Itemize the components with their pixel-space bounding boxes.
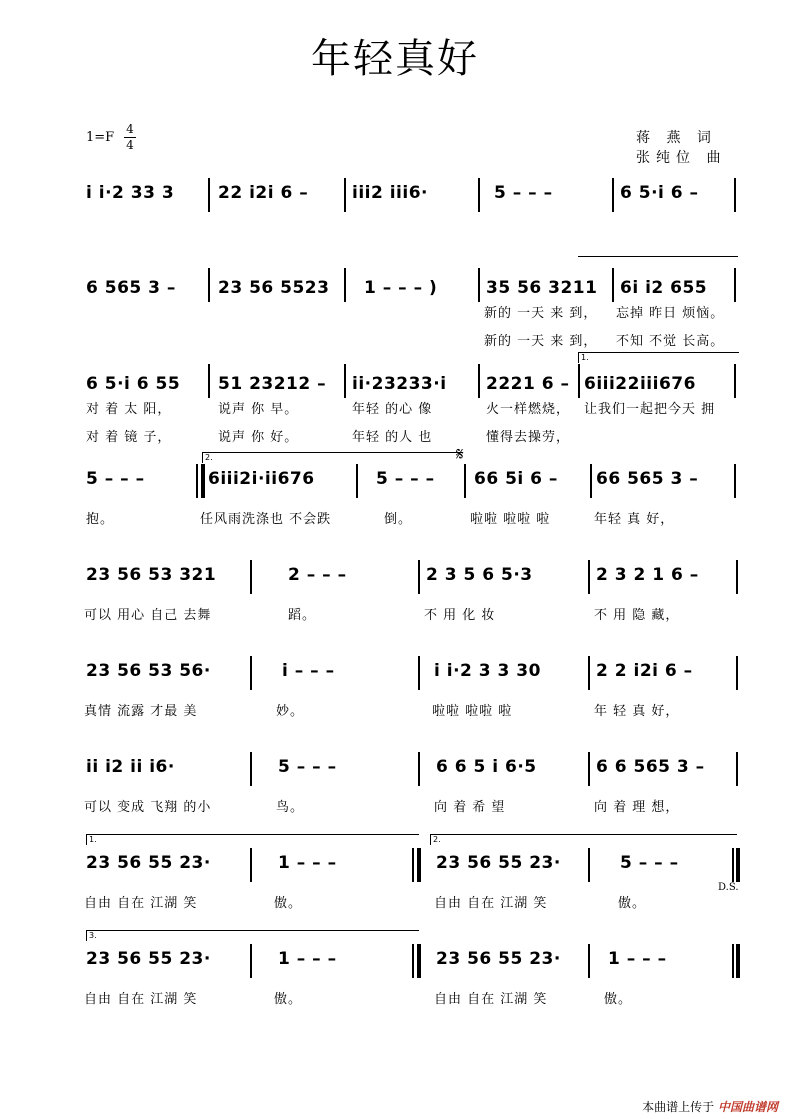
- final-barline: [736, 848, 740, 882]
- measure-notes: 6 6 5 i 6·5: [436, 757, 537, 777]
- measure-notes: i i·2 33 3: [86, 183, 175, 203]
- score-row-7: [0, 752, 790, 842]
- lyric-line-2: 年轻 的人 也: [352, 430, 433, 445]
- repeat-barline: [736, 944, 740, 978]
- lyric-line-1: 傲。: [618, 896, 647, 911]
- measure-notes: 1 – – –: [278, 853, 337, 873]
- lyric-line-1: 蹈。: [288, 608, 317, 623]
- barline: [588, 560, 590, 594]
- lyric-line-1: 自由 自在 江湖 笑: [434, 896, 548, 911]
- volta-bracket: [86, 834, 419, 845]
- lyric-line-1: 对 着 太 阳，: [86, 402, 172, 417]
- time-signature-top: 4: [126, 122, 134, 136]
- volta-label: 2.: [433, 835, 441, 844]
- barline: [208, 178, 210, 212]
- barline: [478, 178, 480, 212]
- barline: [588, 752, 590, 786]
- measure-notes: i i·2 3 3 30: [434, 661, 541, 681]
- barline: [588, 848, 590, 882]
- measure-notes: ii i2 ii i6·: [86, 757, 175, 777]
- barline: [250, 656, 252, 690]
- measure-notes: 35 56 3211: [486, 278, 598, 298]
- barline: [736, 656, 738, 690]
- measure-notes: 6iii22iii676: [584, 374, 696, 394]
- measure-notes: 6iii2i·ii676: [208, 469, 315, 489]
- volta-bracket: [202, 452, 463, 463]
- lyric-line-1: 傲。: [274, 992, 303, 1007]
- lyric-line-1: 火一样燃烧，: [486, 402, 571, 417]
- barline: [734, 364, 736, 398]
- barline: [734, 268, 736, 302]
- measure-notes: 2221 6 –: [486, 374, 570, 394]
- measure-notes: 6i i2 655: [620, 278, 708, 298]
- measure-notes: iii2 iii6·: [352, 183, 428, 203]
- lyric-line-2: 懂得去操劳，: [486, 430, 571, 445]
- volta-label: 2.: [205, 453, 213, 462]
- measure-notes: 66 5i 6 –: [474, 469, 558, 489]
- barline: [418, 752, 420, 786]
- lyric-line-2: 不知 不觉 长高。: [616, 334, 725, 349]
- lyric-line-1: 不 用 隐 藏，: [594, 608, 680, 623]
- measure-notes: 5 – – –: [494, 183, 553, 203]
- measure-notes: 5 – – –: [376, 469, 435, 489]
- lyric-line-1: 啦啦 啦啦 啦: [470, 512, 551, 527]
- barline: [250, 944, 252, 978]
- barline: [578, 364, 580, 398]
- lyric-line-1: 说声 你 早。: [218, 402, 299, 417]
- measure-notes: 23 56 55 23·: [436, 853, 561, 873]
- barline: [612, 178, 614, 212]
- measure-notes: 2 – – –: [288, 565, 347, 585]
- barline: [412, 944, 414, 978]
- barline: [736, 752, 738, 786]
- lyric-line-1: 向 着 理 想，: [594, 800, 680, 815]
- barline: [344, 178, 346, 212]
- score-row-3: [0, 353, 790, 454]
- barline: [734, 464, 736, 498]
- barline: [412, 848, 414, 882]
- repeat-barline: [201, 464, 205, 498]
- measure-notes: 51 23212 –: [218, 374, 327, 394]
- measure-notes: 66 565 3 –: [596, 469, 699, 489]
- lyric-line-1: 啦啦 啦啦 啦: [432, 704, 513, 719]
- barline: [732, 944, 734, 978]
- barline: [208, 364, 210, 398]
- lyric-line-1: 抱。: [86, 512, 115, 527]
- lyric-line-1: 自由 自在 江湖 笑: [84, 896, 198, 911]
- barline: [356, 464, 358, 498]
- lyric-line-1: 年 轻 真 好，: [594, 704, 680, 719]
- measure-notes: 5 – – –: [278, 757, 337, 777]
- score-row-9: [0, 931, 790, 1034]
- measure-notes: 1 – – –: [608, 949, 667, 969]
- measure-notes: 2 3 5 6 5·3: [426, 565, 533, 585]
- volta-bracket: [430, 834, 737, 845]
- barline: [588, 656, 590, 690]
- measure-notes: 22 i2i 6 –: [218, 183, 309, 203]
- volta-bracket: [86, 930, 419, 941]
- volta-label: 1.: [89, 835, 97, 844]
- score-row-6: [0, 656, 790, 746]
- footer-credit: [642, 1098, 778, 1115]
- lyricist-credit: 蒋 燕 词: [636, 130, 717, 146]
- phrase-bracket: [578, 256, 738, 267]
- lyric-line-1: 向 着 希 望: [434, 800, 506, 815]
- lyric-line-1: 年轻 真 好，: [594, 512, 675, 527]
- lyric-line-2: 说声 你 好。: [218, 430, 299, 445]
- measure-notes: 6 6 565 3 –: [596, 757, 705, 777]
- lyric-line-1: 倒。: [384, 512, 413, 527]
- measure-notes: 6 5·i 6 55: [86, 374, 181, 394]
- measure-notes: 6 565 3 –: [86, 278, 176, 298]
- dal-segno-mark: D.S.: [718, 882, 739, 893]
- lyric-line-1: 任风雨洗涤也 不会跌: [200, 512, 332, 527]
- lyric-line-1: 自由 自在 江湖 笑: [434, 992, 548, 1007]
- lyric-line-1: 傲。: [274, 896, 303, 911]
- barline: [250, 848, 252, 882]
- barline: [590, 464, 592, 498]
- time-signature-bottom: 4: [124, 137, 136, 153]
- barline: [344, 364, 346, 398]
- barline: [734, 178, 736, 212]
- lyric-line-1: 鸟。: [276, 800, 305, 815]
- score-row-2: [0, 268, 790, 358]
- barline: [344, 268, 346, 302]
- score-row-1: [0, 178, 790, 268]
- lyric-line-1: 可以 变成 飞翔 的小: [84, 800, 212, 815]
- barline: [250, 560, 252, 594]
- lyric-line-1: 妙。: [276, 704, 305, 719]
- volta-label: 3.: [89, 931, 97, 940]
- measure-notes: 5 – – –: [620, 853, 679, 873]
- barline: [208, 268, 210, 302]
- lyric-line-1: 傲。: [604, 992, 633, 1007]
- barline: [732, 848, 734, 882]
- measure-notes: 5 – – –: [86, 469, 145, 489]
- score-row-8: [0, 835, 790, 938]
- lyric-line-1: 让我们一起把今天 拥: [584, 402, 716, 417]
- measure-notes: 23 56 53 56·: [86, 661, 211, 681]
- lyric-line-1: 自由 自在 江湖 笑: [84, 992, 198, 1007]
- time-signature: [124, 122, 136, 153]
- score-row-4: [0, 444, 790, 554]
- measure-notes: 2 2 i2i 6 –: [596, 661, 693, 681]
- lyric-line-2: 新的 一天 来 到，: [484, 334, 598, 349]
- lyric-line-1: 不 用 化 妆: [424, 608, 496, 623]
- key-signature: 1=F: [86, 130, 115, 145]
- measure-notes: 1 – – – ): [364, 278, 438, 298]
- measure-notes: 1 – – –: [278, 949, 337, 969]
- footer-brand[interactable]: 中国曲谱网: [717, 1100, 778, 1114]
- barline: [588, 944, 590, 978]
- lyric-line-1: 新的 一天 来 到，: [484, 306, 598, 321]
- volta-bracket: [578, 352, 739, 363]
- lyric-line-1: 可以 用心 自己 去舞: [84, 608, 212, 623]
- measure-notes: 23 56 55 23·: [86, 949, 211, 969]
- song-title: 年轻真好: [311, 36, 479, 82]
- segno-sign: 𝄋: [456, 444, 464, 465]
- volta-label: 1.: [581, 353, 589, 362]
- composer-credit: 张纯位 曲: [636, 150, 727, 166]
- measure-notes: 23 56 55 23·: [86, 853, 211, 873]
- score-row-5: [0, 560, 790, 650]
- barline: [464, 464, 466, 498]
- measure-notes: 23 56 5523: [218, 278, 330, 298]
- lyric-line-2: 对 着 镜 子，: [86, 430, 172, 445]
- measure-notes: 6 5·i 6 –: [620, 183, 699, 203]
- repeat-barline: [417, 848, 421, 882]
- lyric-line-1: 真情 流露 才最 美: [84, 704, 198, 719]
- lyric-line-1: 年轻 的心 像: [352, 402, 433, 417]
- measure-notes: i – – –: [282, 661, 335, 681]
- barline: [478, 268, 480, 302]
- measure-notes: 23 56 53 321: [86, 565, 217, 585]
- barline: [250, 752, 252, 786]
- measure-notes: 23 56 55 23·: [436, 949, 561, 969]
- repeat-barline: [417, 944, 421, 978]
- lyric-line-1: 忘掉 昨日 烦恼。: [616, 306, 725, 321]
- measure-notes: ii·23233·i: [352, 374, 447, 394]
- barline: [612, 268, 614, 302]
- barline: [418, 656, 420, 690]
- footer-text: 本曲谱上传于: [642, 1100, 715, 1114]
- barline: [478, 364, 480, 398]
- barline: [418, 560, 420, 594]
- barline: [196, 464, 198, 498]
- measure-notes: 2 3 2 1 6 –: [596, 565, 699, 585]
- barline: [736, 560, 738, 594]
